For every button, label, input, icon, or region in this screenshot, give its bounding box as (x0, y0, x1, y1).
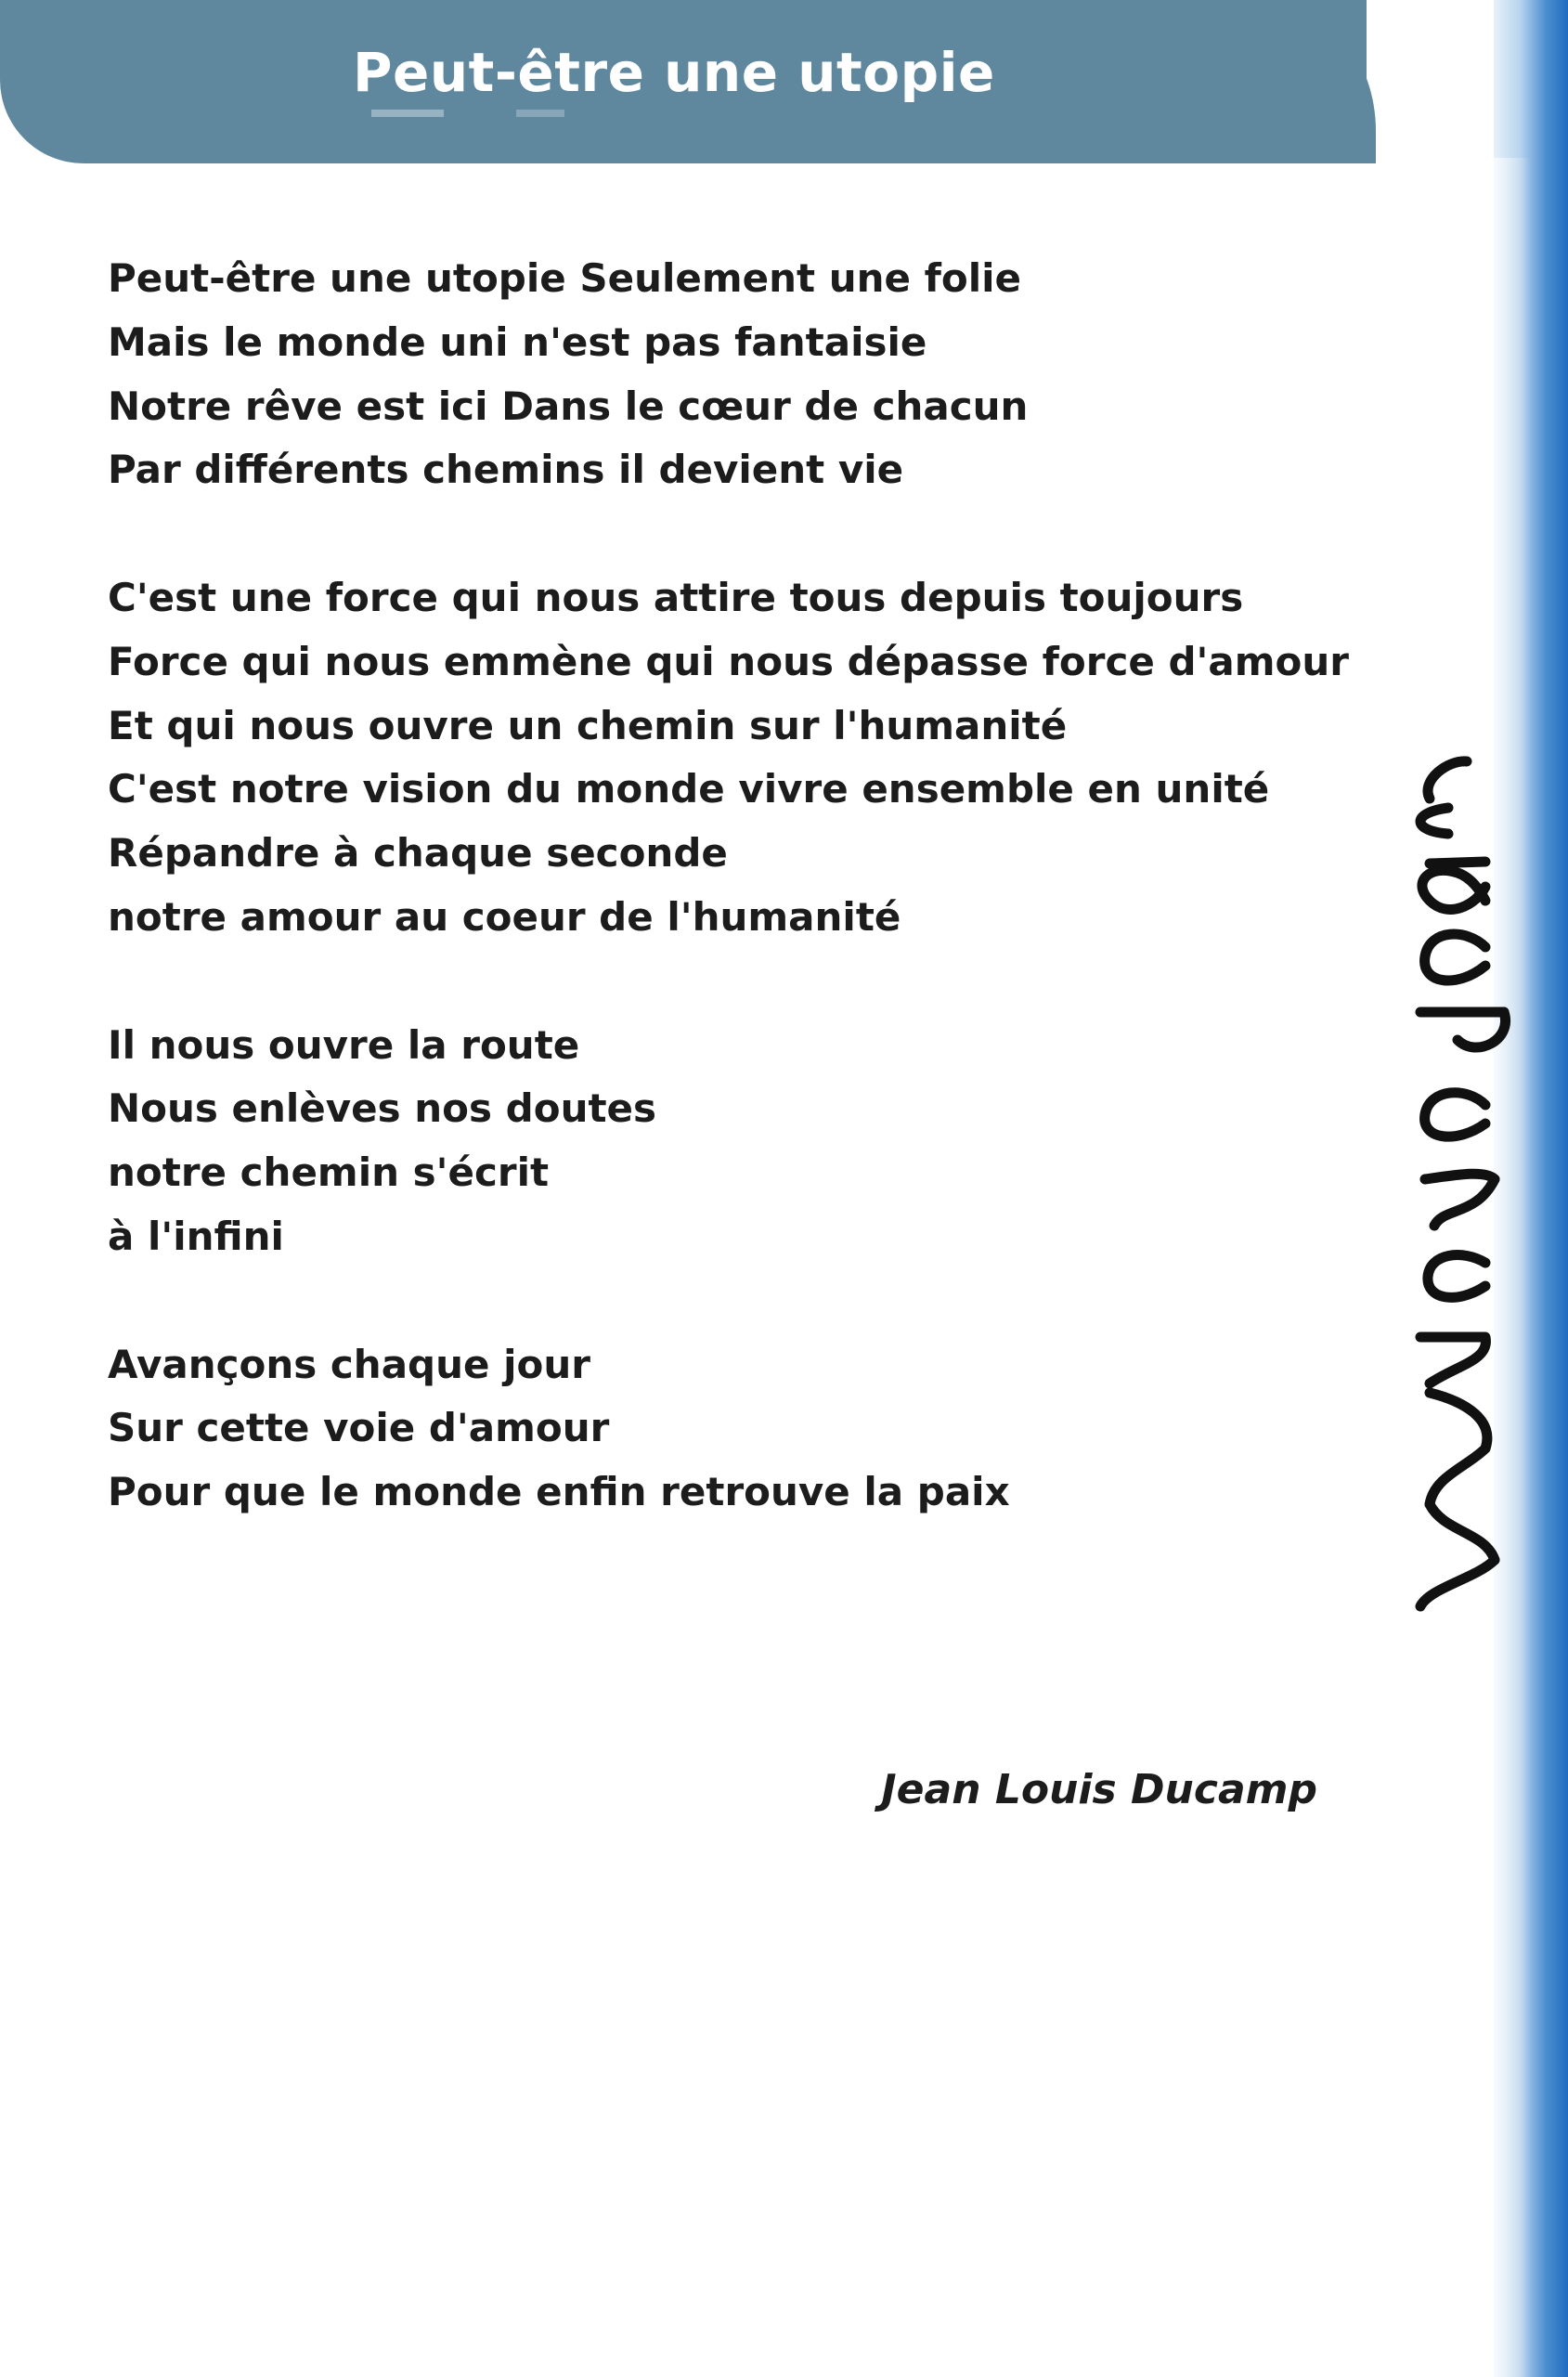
poem-line: notre chemin s'écrit (108, 1150, 550, 1196)
stanza-2 (108, 566, 1352, 950)
poem-line: Avançons chaque jour (108, 1341, 590, 1387)
poem-line: Pour que le monde enfin retrouve la paix (108, 1469, 1010, 1515)
poem-line: notre amour au coeur de l'humanité (108, 893, 901, 940)
poem-line: Notre rêve est ici Dans le cœur de chacun (108, 383, 1029, 429)
poem-line: Force qui nous emmène qui nous dépasse force d'amour (108, 638, 1349, 684)
stanza-3 (108, 1014, 1352, 1269)
poem-line: à l'infini (108, 1213, 284, 1259)
poem-line: Sur cette voie d'amour (108, 1405, 610, 1451)
poem-body (108, 247, 1352, 1589)
poem-line: C'est notre vision du monde vivre ensemble en unité (108, 766, 1270, 812)
page-title: Peut-être une utopie (353, 41, 995, 104)
mariapolis-signature (1393, 743, 1532, 1634)
stanza-4 (108, 1333, 1352, 1525)
title-reflection (371, 110, 613, 117)
poem-line: Il nous ouvre la route (108, 1021, 580, 1068)
poem-line: Peut-être une utopie Seulement une folie (108, 255, 1022, 301)
poem-line: Répandre à chaque seconde (108, 830, 728, 877)
poem-line: Et qui nous ouvre un chemin sur l'humanité (108, 702, 1068, 748)
poem-line: Par différents chemins il devient vie (108, 447, 904, 493)
author-name: Jean Louis Ducamp (881, 1766, 1317, 1813)
poem-line: C'est une force qui nous attire tous depuis toujours (108, 574, 1244, 620)
poem-line: Nous enlèves nos doutes (108, 1085, 657, 1132)
poem-line: Mais le monde uni n'est pas fantaisie (108, 318, 927, 365)
stanza-1 (108, 247, 1352, 502)
